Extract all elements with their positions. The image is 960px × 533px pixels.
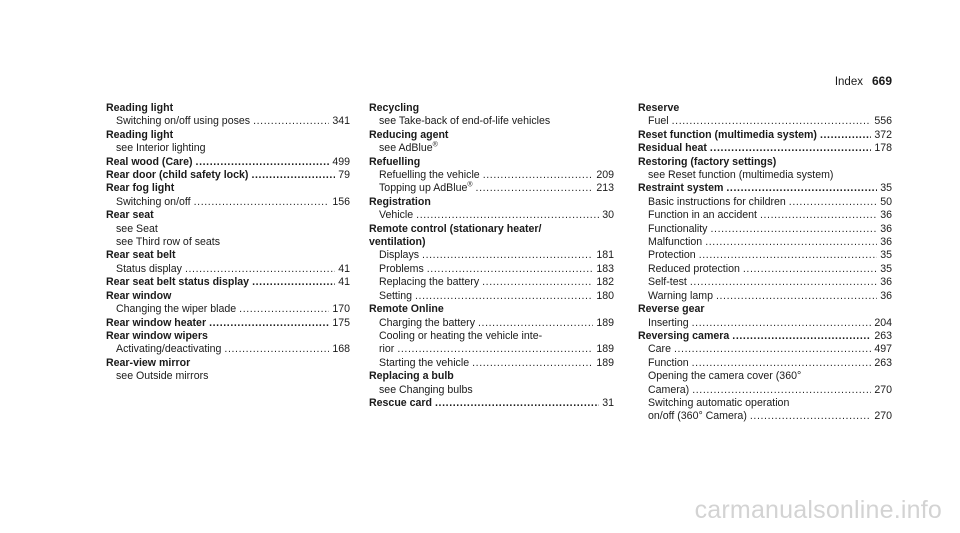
registered-mark: ® — [432, 141, 438, 149]
index-subentry — [638, 410, 892, 423]
entry-label: Activating/deactivating — [116, 343, 222, 356]
index-subentry — [638, 397, 892, 410]
entry-label: Residual heat — [638, 142, 707, 155]
dot-leader — [699, 249, 878, 262]
page-ref: 183 — [596, 262, 614, 275]
page-ref: 182 — [596, 276, 614, 289]
dot-leader — [185, 263, 335, 276]
page-ref: 270 — [874, 410, 892, 423]
index-entry — [638, 182, 892, 303]
entry-label: Remote control (stationary heater/ — [369, 222, 542, 235]
index-subentry — [106, 263, 350, 276]
dot-leader — [252, 276, 335, 289]
index-subentry — [638, 276, 892, 289]
dot-leader — [253, 115, 329, 128]
index-heading — [106, 276, 350, 289]
dot-leader — [427, 263, 594, 276]
index-entry — [369, 223, 614, 303]
entry-label: Fuel — [648, 115, 669, 128]
dot-leader — [672, 115, 872, 128]
index-heading — [106, 357, 350, 370]
entry-label: Camera) — [648, 383, 690, 396]
dot-leader — [483, 169, 594, 182]
entry-label: see Reset function (multimedia system) — [648, 169, 834, 182]
index-heading — [638, 182, 892, 195]
index-heading — [369, 102, 614, 115]
index-subentry — [369, 263, 614, 276]
index-entry — [106, 249, 350, 276]
dot-leader — [732, 330, 871, 343]
entry-label: see Take-back of end-of-life vehicles — [379, 115, 551, 128]
entry-label: on/off (360° Camera) — [648, 410, 747, 423]
entry-label: Restraint system — [638, 182, 724, 195]
index-entry — [638, 156, 892, 183]
index-heading — [369, 196, 614, 209]
page-ref: 181 — [596, 249, 614, 262]
entry-label: see Changing bulbs — [379, 383, 473, 396]
dot-leader — [478, 317, 593, 330]
page-ref: 499 — [332, 155, 350, 168]
entry-label: Warning lamp — [648, 289, 713, 302]
index-entry — [638, 102, 892, 129]
page-ref: 41 — [338, 276, 350, 289]
index-entry — [369, 303, 614, 370]
index-subentry — [369, 209, 614, 222]
entry-label: Self-test — [648, 276, 687, 289]
index-subentry — [638, 263, 892, 276]
index-subentry — [638, 343, 892, 356]
entry-label: Rear door (child safety lock) — [106, 169, 249, 182]
page-ref: 189 — [596, 343, 614, 356]
entry-label: Inserting — [648, 316, 689, 329]
index-subentry — [369, 115, 614, 128]
dot-leader — [251, 169, 335, 182]
page-ref: 35 — [880, 249, 892, 262]
dot-leader — [692, 384, 871, 397]
index-heading — [638, 129, 892, 142]
entry-label: Function — [648, 356, 689, 369]
index-subentry — [369, 142, 614, 155]
page-ref: 175 — [332, 316, 350, 329]
index-heading — [369, 303, 614, 316]
dot-leader — [209, 317, 329, 330]
index-subentry — [106, 236, 350, 249]
page-ref: 497 — [874, 343, 892, 356]
index-heading — [106, 102, 350, 115]
entry-label: Protection — [648, 249, 696, 262]
dot-leader — [674, 343, 871, 356]
page-ref: 36 — [880, 209, 892, 222]
entry-label: Rear fog light — [106, 182, 175, 195]
dot-leader — [415, 290, 593, 303]
page-ref: 156 — [332, 195, 350, 208]
dot-leader — [239, 303, 329, 316]
page-ref: 372 — [874, 128, 892, 141]
index-subentry — [369, 169, 614, 182]
index-subentry — [638, 115, 892, 128]
page-ref: 35 — [880, 182, 892, 195]
index-heading — [638, 102, 892, 115]
index-subentry — [369, 182, 614, 195]
entry-label: Setting — [379, 289, 412, 302]
index-heading — [369, 129, 614, 142]
page-header — [835, 74, 892, 88]
entry-label: Opening the camera cover (360° — [648, 370, 802, 383]
index-subentry — [638, 209, 892, 222]
registered-mark: ® — [467, 181, 473, 189]
index-heading — [106, 156, 350, 169]
entry-label: ventilation) — [369, 236, 426, 249]
index-subentry — [638, 223, 892, 236]
index-subentry — [369, 249, 614, 262]
entry-label: Function in an accident — [648, 209, 757, 222]
page-ref: 204 — [874, 316, 892, 329]
entry-label: Reading light — [106, 102, 174, 114]
index-entry — [106, 330, 350, 357]
dot-leader — [194, 196, 330, 209]
page-ref: 189 — [596, 356, 614, 369]
page-ref: 263 — [874, 329, 892, 342]
page-ref: 178 — [874, 142, 892, 155]
index-subentry — [638, 196, 892, 209]
page-ref: 35 — [880, 262, 892, 275]
index-entry — [106, 276, 350, 289]
page-ref: 36 — [880, 236, 892, 249]
index-subentry — [369, 276, 614, 289]
index-subentry — [638, 317, 892, 330]
entry-label: Refuelling — [369, 155, 421, 168]
entry-label: Problems — [379, 262, 424, 275]
watermark: carmanualsonline.info — [694, 496, 942, 524]
entry-label: Reset function (multimedia system) — [638, 128, 817, 141]
page-ref: 41 — [338, 262, 350, 275]
index-entry — [369, 196, 614, 223]
entry-label: Replacing a bulb — [369, 370, 454, 383]
index-heading — [106, 317, 350, 330]
entry-label: Charging the battery — [379, 316, 475, 329]
entry-label: see Interior lighting — [116, 142, 206, 155]
entry-label: Status display — [116, 262, 182, 275]
entry-label: Rescue card — [369, 396, 433, 409]
index-subentry — [106, 370, 350, 383]
page-ref: 341 — [332, 115, 350, 128]
dot-leader — [716, 290, 877, 303]
entry-label: Starting the vehicle — [379, 356, 470, 369]
page-ref: 180 — [596, 289, 614, 302]
entry-label: Reduced protection — [648, 262, 740, 275]
entry-label: Vehicle — [379, 209, 414, 222]
index-subentry — [638, 169, 892, 182]
entry-label: Reserve — [638, 102, 680, 114]
page-ref: 50 — [880, 195, 892, 208]
entry-label: Reducing agent — [369, 128, 449, 141]
index-entry — [369, 129, 614, 156]
index-heading — [106, 290, 350, 303]
entry-label: see Outside mirrors — [116, 370, 209, 383]
page-ref: 36 — [880, 276, 892, 289]
dot-leader — [422, 249, 593, 262]
page-ref: 31 — [602, 396, 614, 409]
entry-label: Rear-view mirror — [106, 356, 191, 369]
entry-label: Registration — [369, 195, 431, 208]
dot-leader — [705, 236, 877, 249]
index-entry — [106, 129, 350, 156]
index-column-2 — [369, 102, 614, 410]
index-heading — [369, 156, 614, 169]
entry-label: Rear seat belt status display — [106, 276, 250, 289]
entry-label: Care — [648, 343, 671, 356]
index-subentry — [638, 249, 892, 262]
index-subentry — [638, 384, 892, 397]
index-entry — [638, 330, 892, 424]
index-entry — [106, 290, 350, 317]
entry-label: Replacing the battery — [379, 276, 480, 289]
entry-label: Switching on/off — [116, 195, 191, 208]
dot-leader — [416, 209, 599, 222]
page-ref: 79 — [338, 169, 350, 182]
index-entry — [369, 102, 614, 129]
index-subentry — [106, 196, 350, 209]
page-ref: 263 — [874, 356, 892, 369]
index-heading — [369, 397, 614, 410]
index-heading — [106, 169, 350, 182]
index-entry — [106, 317, 350, 330]
index-heading — [638, 330, 892, 343]
entry-label: Recycling — [369, 102, 420, 114]
page-number: 669 — [871, 74, 892, 88]
index-entry — [638, 303, 892, 330]
dot-leader — [224, 343, 329, 356]
dot-leader — [435, 397, 599, 410]
index-subentry — [638, 357, 892, 370]
index-heading — [106, 330, 350, 343]
index-heading — [106, 129, 350, 142]
entry-label: rior — [379, 343, 395, 356]
entry-label: Switching automatic operation — [648, 396, 790, 409]
page-ref: 36 — [880, 289, 892, 302]
dot-leader — [472, 357, 593, 370]
page-ref: 556 — [874, 115, 892, 128]
entry-label: Cooling or heating the vehicle inte- — [379, 329, 543, 342]
entry-label: Rear window wipers — [106, 329, 208, 342]
page-ref: 170 — [332, 303, 350, 316]
index-heading — [106, 249, 350, 262]
index-entry — [638, 129, 892, 142]
entry-label: Restoring (factory settings) — [638, 155, 777, 168]
index-heading — [369, 223, 614, 236]
dot-leader — [690, 276, 877, 289]
entry-label: see Third row of seats — [116, 236, 221, 249]
index-heading — [638, 303, 892, 316]
index-subentry — [106, 303, 350, 316]
dot-leader — [760, 209, 877, 222]
index-subentry — [369, 343, 614, 356]
entry-label: Refuelling the vehicle — [379, 169, 480, 182]
entry-label: Rear window heater — [106, 316, 207, 329]
index-entry — [369, 156, 614, 196]
index-heading — [638, 156, 892, 169]
dot-leader — [196, 156, 330, 169]
index-column-3 — [638, 102, 892, 424]
entry-label: Rear seat — [106, 209, 154, 222]
dot-leader — [692, 357, 872, 370]
page-ref: 209 — [596, 169, 614, 182]
dot-leader — [710, 142, 871, 155]
index-entry — [638, 142, 892, 155]
dot-leader — [726, 182, 877, 195]
index-heading-cont — [369, 236, 614, 249]
index-heading — [638, 142, 892, 155]
index-subentry — [369, 384, 614, 397]
entry-label: Malfunction — [648, 236, 703, 249]
index-subentry — [638, 290, 892, 303]
dot-leader — [710, 223, 877, 236]
entry-label: Functionality — [648, 222, 708, 235]
entry-label: Rear window — [106, 289, 172, 302]
index-subentry — [106, 142, 350, 155]
dot-leader — [692, 317, 872, 330]
index-subentry — [638, 236, 892, 249]
entry-label: Real wood (Care) — [106, 155, 193, 168]
index-subentry — [106, 115, 350, 128]
dot-leader — [820, 129, 871, 142]
index-subentry — [369, 357, 614, 370]
entry-label: Basic instructions for children — [648, 195, 786, 208]
dot-leader — [789, 196, 877, 209]
entry-label: Topping up AdBlue® — [379, 181, 473, 195]
index-subentry — [369, 330, 614, 343]
entry-label: see AdBlue® — [379, 141, 438, 155]
entry-label: see Seat — [116, 222, 158, 235]
index-subentry — [369, 290, 614, 303]
index-entry — [106, 357, 350, 384]
index-entry — [106, 182, 350, 209]
index-subentry — [369, 317, 614, 330]
index-entry — [106, 156, 350, 169]
entry-label: Changing the wiper blade — [116, 303, 237, 316]
dot-leader — [482, 276, 593, 289]
index-entry — [106, 102, 350, 129]
page-header-title: Index — [834, 76, 863, 88]
index-subentry — [638, 370, 892, 383]
entry-label: Displays — [379, 249, 420, 262]
index-column-1 — [106, 102, 350, 384]
page-ref: 189 — [596, 316, 614, 329]
dot-leader — [476, 182, 594, 195]
entry-label: Reading light — [106, 128, 174, 141]
entry-label: Switching on/off using poses — [116, 115, 251, 128]
index-entry — [369, 370, 614, 397]
index-heading — [369, 370, 614, 383]
index-heading — [106, 182, 350, 195]
page-ref: 30 — [602, 209, 614, 222]
page-ref: 213 — [596, 182, 614, 195]
index-subentry — [106, 343, 350, 356]
entry-label: Reverse gear — [638, 303, 705, 316]
index-entry — [106, 209, 350, 249]
index-entry — [106, 169, 350, 182]
index-entry — [369, 397, 614, 410]
page-ref: 270 — [874, 383, 892, 396]
page-ref: 36 — [880, 222, 892, 235]
page-ref: 168 — [332, 343, 350, 356]
index-heading — [106, 209, 350, 222]
dot-leader — [750, 410, 871, 423]
index-subentry — [106, 223, 350, 236]
entry-label: Remote Online — [369, 303, 444, 316]
dot-leader — [743, 263, 877, 276]
dot-leader — [397, 343, 593, 356]
entry-label: Reversing camera — [638, 329, 730, 342]
entry-label: Rear seat belt — [106, 249, 176, 262]
